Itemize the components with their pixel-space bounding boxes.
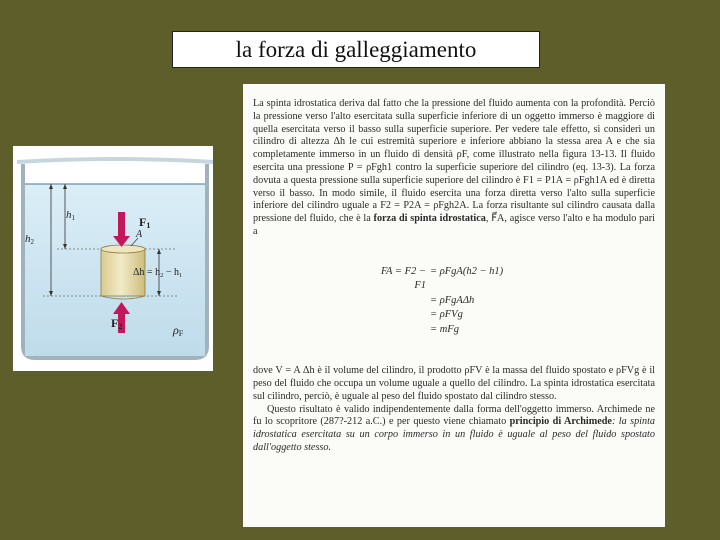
vessel-rim <box>17 159 213 162</box>
label-rho-fluid: ρF <box>173 323 184 338</box>
paragraph-archimedes-principle: Questo risultato è valido indipendentemente dalla forma dell'oggetto immerso. Archimede ne fu lo scopritore (287?-212 a.C.) e per questo viene chiamato principio di Archimede: la spinta idrostatica esercitata su un corpo immerso in un fluido è uguale al peso del fluido spostato dall'oggetto stesso. <box>253 403 656 454</box>
paragraph-buoyancy-derivation: La spinta idrostatica deriva dal fatto che la pressione del fluido aumenta con la profondità. Perciò la pressione verso l'alto esercitata sulla superficie inferiore di un oggetto immerso è maggiore di quella esercitata verso il basso sulla superficie superiore. Per vedere tale effetto, si consideri un cilindro di altezza Δh le cui estremità superiore e inferiore abbiano la stessa area A e che sia completamente immerso in un fluido di densità ρF, come illustrato nella figura 13-13. Il fluido esercita una pressione P = ρFgh1 contro la superficie superiore del cilindro (eq. 13-3). La forza dovuta a questa pressione sulla superficie superiore del cilindro è F1 = P1A = ρFgh1A ed è diretta verso il basso. In modo simile, il fluido esercita una forza diretta verso l'alto sulla superficie inferiore del cilindro uguale a F2 = P2A = ρFgh2A. La forza risultante sul cilindro causata dalla pressione del fluido, che è la forza di spinta idrostatica, F⃗A, agisce verso l'alto e ha modulo pari a <box>253 98 656 237</box>
label-f2: F2 <box>111 316 123 331</box>
textbook-excerpt <box>243 84 665 527</box>
label-area-a: A <box>136 229 143 240</box>
slide-title: la forza di galleggiamento <box>172 31 540 68</box>
label-h2: h2 <box>25 233 34 246</box>
buoyancy-figure <box>13 146 213 371</box>
equation-row: = mFg <box>430 323 459 335</box>
label-h1: h1 <box>66 209 75 222</box>
f1-arrow-shaft <box>118 212 125 237</box>
paragraph-displaced-fluid: dove V = A Δh è il volume del cilindro, il prodotto ρFV è la massa del fluido spostato e ρFVg è il peso del fluido che occupa un volume uguale a quello del cilindro. La spinta idrostatica esercitata sul cilindro, perciò, è uguale al peso del fluido spostato dal cilindro stesso. <box>253 365 655 402</box>
label-dh: $\Delta h = h_2 - h_1$ <box>133 267 183 279</box>
buoyancy-diagram <box>13 146 213 371</box>
equation-row: FA = F2 − F1 = ρFgA(h2 − h1) <box>381 265 504 292</box>
buoyancy-equations <box>368 265 655 338</box>
equation-row: = ρFgAΔh <box>430 294 475 306</box>
label-f1: F1 <box>139 215 151 230</box>
equation-row: = ρFVg <box>430 309 463 321</box>
